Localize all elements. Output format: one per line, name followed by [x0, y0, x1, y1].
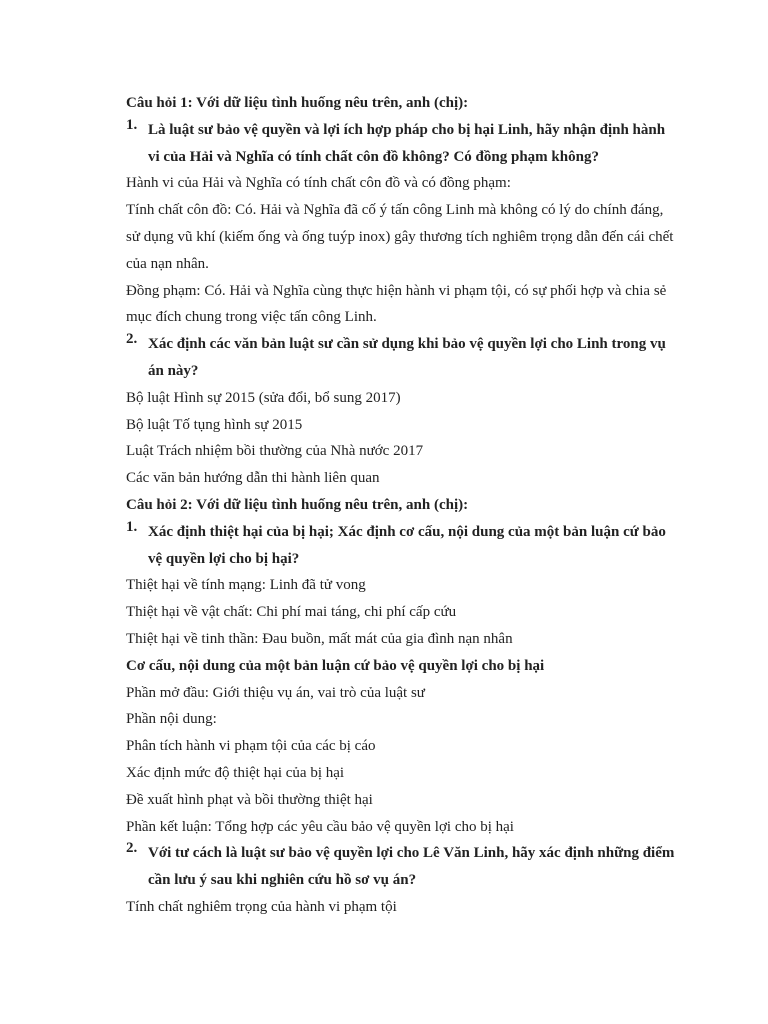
item-number: 1.	[126, 518, 138, 535]
item-text-line: vệ quyền lợi cho bị hại?	[148, 550, 300, 567]
law-item: Bộ luật Tố tụng hình sự 2015	[126, 416, 303, 433]
answer-summary: Hành vi của Hải và Nghĩa có tính chất côn đồ và có đồng phạm:	[126, 175, 511, 192]
paragraph-line: Tính chất côn đồ: Có. Hải và Nghĩa đã cố ý tấn công Linh mà không có lý do chính đáng,	[126, 202, 664, 219]
question-2-item-1	[126, 519, 678, 573]
item-text-line: vi của Hải và Nghĩa có tính chất côn đồ không? Có đồng phạm không?	[148, 148, 599, 165]
question-1-heading: Câu hỏi 1: Với dữ liệu tình huống nêu trên, anh (chị):	[126, 95, 469, 111]
answer-dong-pham	[126, 278, 678, 332]
item-text-line: Xác định thiệt hại của bị hại; Xác định cơ cấu, nội dung của một bản luận cứ bảo	[148, 523, 666, 540]
structure-item: Phần kết luận: Tổng hợp các yêu cầu bảo vệ quyền lợi cho bị hại	[126, 818, 514, 835]
item-text-line: án này?	[148, 362, 199, 379]
item-number: 1.	[126, 116, 138, 133]
structure-item: Phân tích hành vi phạm tội của các bị cáo	[126, 738, 376, 755]
item-number: 2.	[126, 331, 138, 348]
damage-item: Thiệt hại về tinh thần: Đau buồn, mất mát của gia đình nạn nhân	[126, 630, 513, 647]
paragraph-line: của nạn nhân.	[126, 255, 209, 272]
item-number: 2.	[126, 840, 138, 857]
law-item: Các văn bản hướng dẫn thi hành liên quan	[126, 470, 380, 487]
question-1-item-2	[126, 331, 678, 385]
item-text-line: cần lưu ý sau khi nghiên cứu hồ sơ vụ án?	[148, 872, 417, 889]
structure-heading: Cơ cấu, nội dung của một bản luận cứ bảo vệ quyền lợi cho bị hại	[126, 657, 545, 674]
item-text-line: Là luật sư bảo vệ quyền và lợi ích hợp pháp cho bị hại Linh, hãy nhận định hành	[148, 121, 666, 138]
law-item: Bộ luật Hình sự 2015 (sửa đổi, bổ sung 2017)	[126, 389, 401, 406]
item-text-line: Xác định các văn bản luật sư cần sử dụng khi bảo vệ quyền lợi cho Linh trong vụ	[148, 336, 666, 353]
structure-item: Phần mở đầu: Giới thiệu vụ án, vai trò của luật sư	[126, 684, 425, 701]
damage-item: Thiệt hại về tính mạng: Linh đã tử vong	[126, 577, 366, 594]
paragraph-line: mục đích chung trong việc tấn công Linh.	[126, 309, 377, 326]
structure-item: Đề xuất hình phạt và bồi thường thiệt hại	[126, 791, 373, 808]
item-text-line: Với tư cách là luật sư bảo vệ quyền lợi cho Lê Văn Linh, hãy xác định những điểm	[148, 845, 675, 862]
damage-item: Thiệt hại về vật chất: Chi phí mai táng, chi phí cấp cứu	[126, 604, 457, 621]
final-line: Tính chất nghiêm trọng của hành vi phạm tội	[126, 898, 397, 915]
paragraph-line: Đồng phạm: Có. Hải và Nghĩa cùng thực hiện hành vi phạm tội, có sự phối hợp và chia sẻ	[126, 282, 667, 299]
question-2-heading: Câu hỏi 2: Với dữ liệu tình huống nêu trên, anh (chị):	[126, 496, 469, 513]
law-item: Luật Trách nhiệm bồi thường của Nhà nước 2017	[126, 443, 424, 460]
structure-item: Phần nội dung:	[126, 711, 217, 728]
question-2-item-2	[126, 840, 678, 894]
document-page	[126, 90, 678, 921]
answer-con-do	[126, 197, 678, 277]
question-1-item-1	[126, 117, 678, 171]
structure-item: Xác định mức độ thiệt hại của bị hại	[126, 764, 345, 781]
paragraph-line: sử dụng vũ khí (kiếm ống và ống tuýp inox) gây thương tích nghiêm trọng dẫn đến cái chết	[126, 228, 674, 245]
